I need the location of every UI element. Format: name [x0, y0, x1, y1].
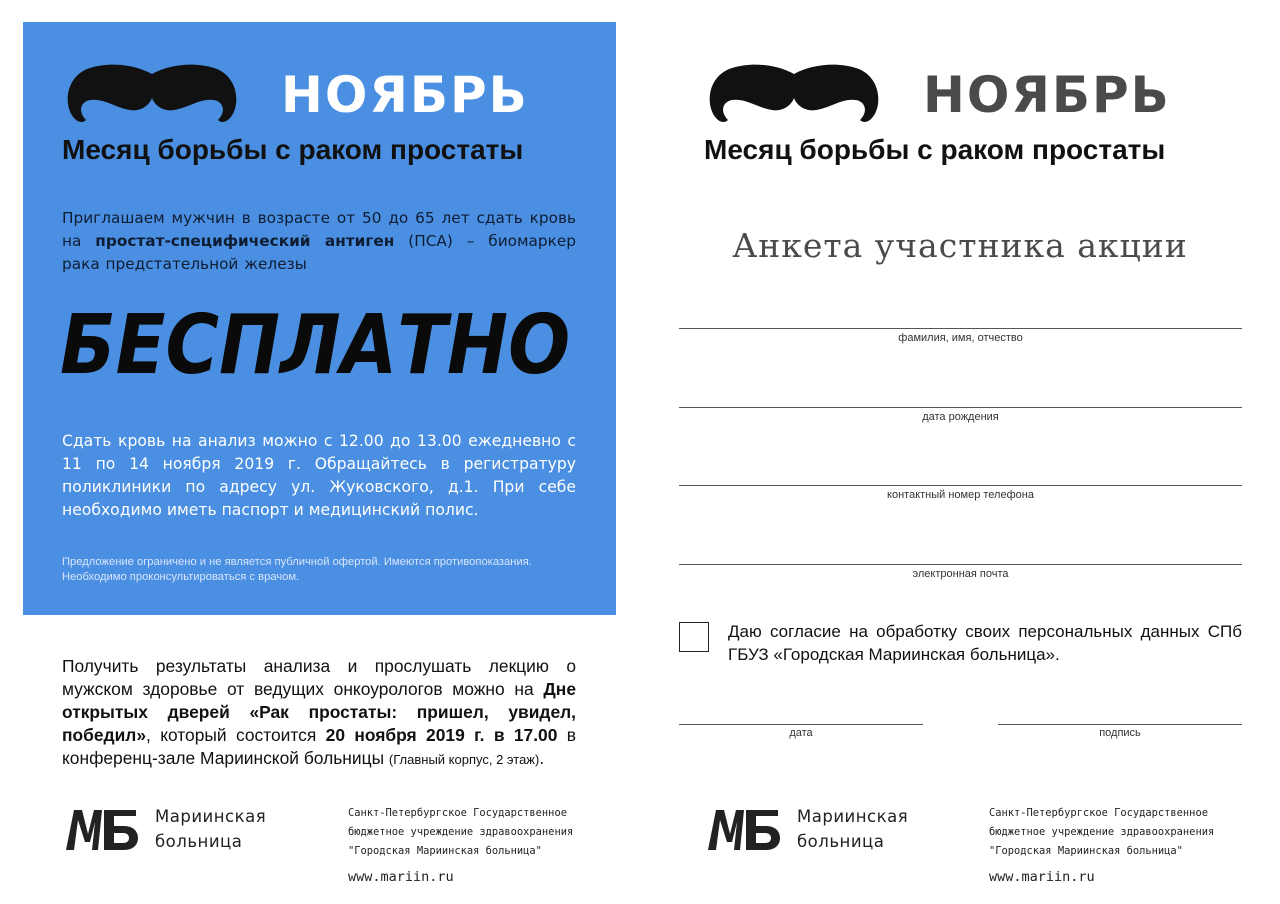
hospital-name-line2: больница — [797, 832, 885, 851]
month-title: НОЯБРЬ — [281, 66, 529, 124]
email-input-line[interactable] — [679, 564, 1242, 565]
birthdate-input-line[interactable] — [679, 407, 1242, 408]
phone-label: контактный номер телефона — [887, 489, 1034, 501]
consent-checkbox[interactable] — [679, 622, 709, 652]
results-paragraph — [62, 655, 576, 771]
hospital-name — [797, 804, 908, 854]
month-title: НОЯБРЬ — [923, 66, 1171, 124]
mb-logo-icon — [64, 806, 140, 852]
results-text: Получить результаты анализа и прослушать лекцию о мужском здоровье от ведущих онкоурологов можно на — [62, 656, 576, 699]
birthdate-label: дата рождения — [922, 411, 999, 423]
date-label: дата — [789, 727, 813, 739]
org-line: бюджетное учреждение здравоохранения — [989, 826, 1215, 838]
disclaimer-text: Предложение ограничено и не является публичной офертой. Имеются противопоказания. Необходимо проконсультироваться с врачом. — [62, 556, 532, 583]
results-text: в конференц-зале Мариинской больницы — [62, 725, 576, 768]
signature-label: подпись — [1099, 727, 1141, 739]
badge-text: усабрь — [764, 78, 824, 96]
email-label: электронная почта — [912, 568, 1009, 580]
fio-label: фамилия, имя, отчество — [898, 332, 1023, 344]
org-line: "Городская Мариинская больница" — [348, 845, 542, 857]
invite-text-end: (ПСА) – биомаркер рака предстательной железы — [62, 232, 576, 273]
campaign-headline: Месяц борьбы с раком простаты — [704, 134, 1166, 165]
campaign-headline: Месяц борьбы с раком простаты — [62, 134, 524, 165]
open-day-title: Дне открытых дверей «Рак простаты: пришел, увидел, победил» — [62, 679, 576, 745]
mb-logo-icon — [706, 806, 782, 852]
invite-paragraph — [62, 207, 576, 276]
results-text: , который состоится — [146, 725, 326, 745]
org-description — [989, 804, 1214, 861]
mustache-icon — [64, 60, 240, 126]
badge-text: усабрь — [122, 78, 182, 96]
org-line: Санкт-Петербургское Государственное — [348, 807, 567, 819]
hospital-name-line1: Мариинская — [155, 807, 267, 826]
mustache-icon — [706, 60, 882, 126]
org-line: Санкт-Петербургское Государственное — [989, 807, 1208, 819]
event-datetime: 20 ноября 2019 г. в 17.00 — [325, 725, 558, 745]
date-input-line[interactable] — [679, 724, 923, 725]
free-banner: БЕСПЛАТНО — [60, 298, 571, 393]
website-link[interactable]: www.mariin.ru — [989, 869, 1095, 885]
invite-text: Приглашаем мужчин в возрасте от 50 до 65 лет сдать кровь на — [62, 209, 576, 250]
org-line: "Городская Мариинская больница" — [989, 845, 1183, 857]
phone-input-line[interactable] — [679, 485, 1242, 486]
org-line: бюджетное учреждение здравоохранения — [348, 826, 574, 838]
invite-bold-text: простат-специфический антиген — [95, 232, 395, 250]
form-title: Анкета участника акции — [732, 226, 1188, 265]
fio-input-line[interactable] — [679, 328, 1242, 329]
org-description — [348, 804, 573, 861]
signature-input-line[interactable] — [998, 724, 1242, 725]
hospital-name — [155, 804, 266, 854]
consent-text: Даю согласие на обработку своих персональных данных СПб ГБУЗ «Городская Мариинская больница». — [728, 622, 1242, 664]
schedule-paragraph: Сдать кровь на анализ можно с 12.00 до 13.00 ежедневно с 11 по 14 ноября 2019 г. Обращайтесь в регистратуру поликлиники по адресу ул. Жуковского, д.1. При себе необходимо иметь паспорт и медицинский полис. — [62, 432, 576, 519]
venue-note: (Главный корпус, 2 этаж) — [388, 752, 540, 767]
website-link[interactable]: www.mariin.ru — [348, 869, 454, 885]
hospital-name-line2: больница — [155, 832, 243, 851]
results-text: . — [539, 748, 545, 768]
hospital-name-line1: Мариинская — [797, 807, 909, 826]
